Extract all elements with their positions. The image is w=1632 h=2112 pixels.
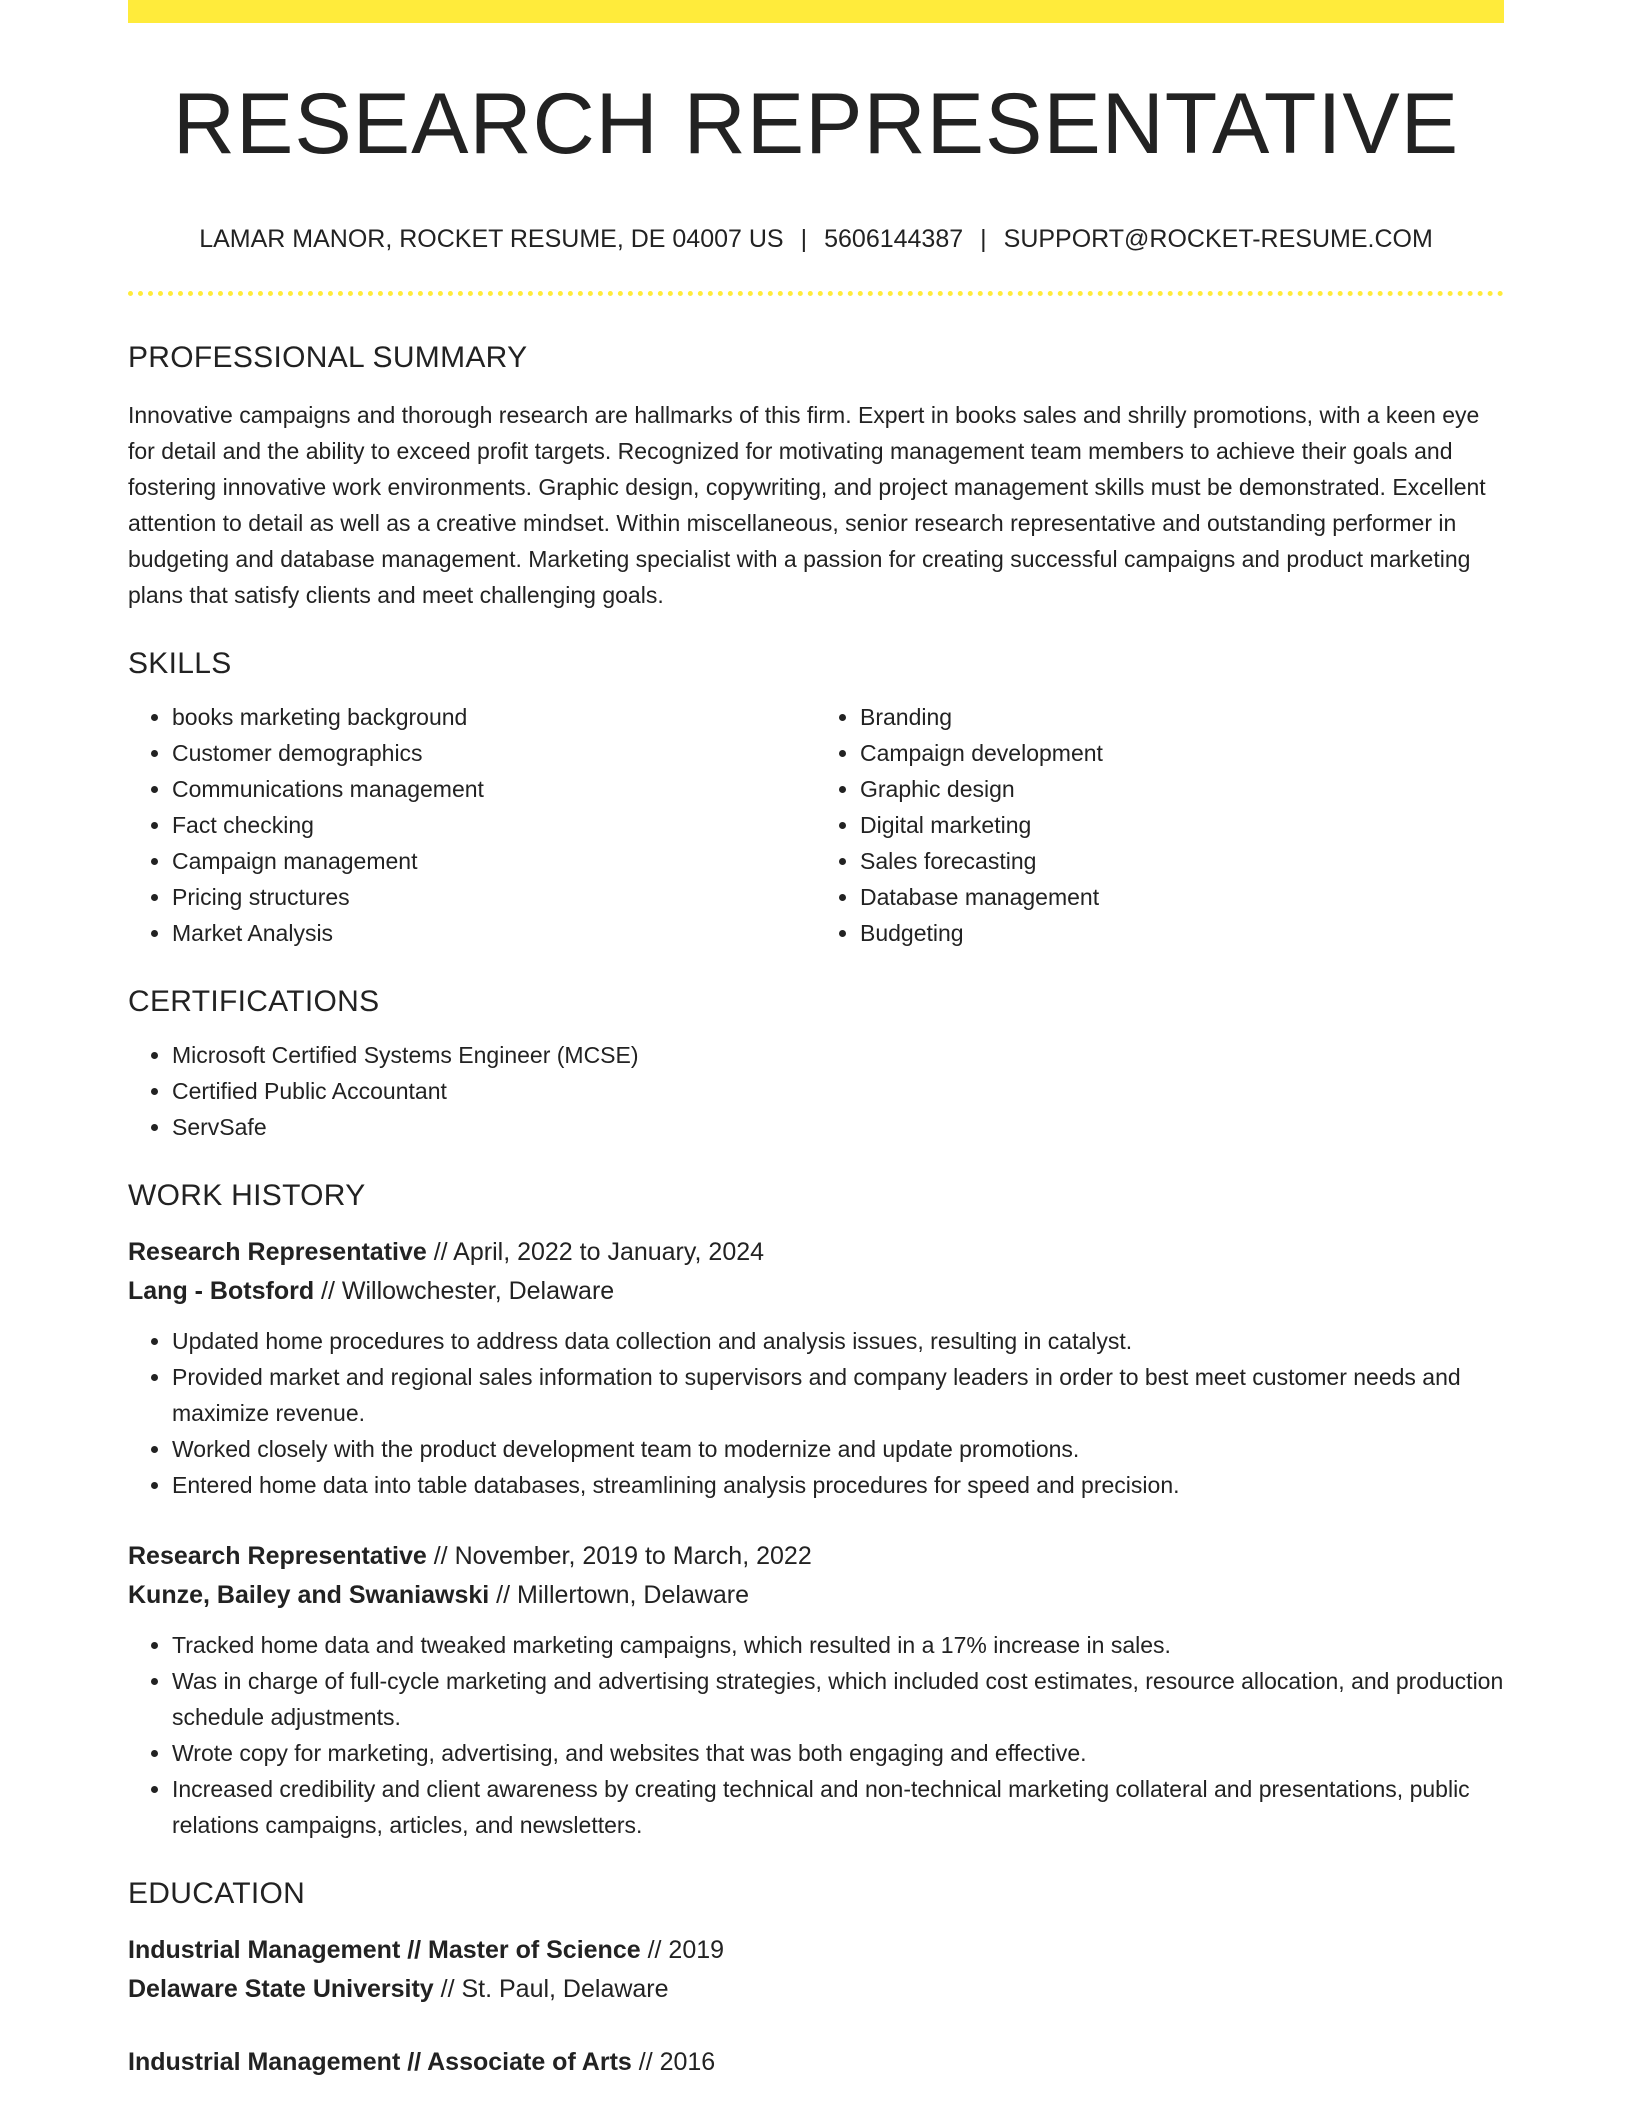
job-bullets xyxy=(128,1627,1504,1843)
certifications-heading: CERTIFICATIONS xyxy=(128,985,380,1018)
list-item: • Microsoft Certified Systems Engineer (MCSE) xyxy=(172,1037,1504,1073)
contact-separator: | xyxy=(980,225,987,253)
list-item: • books marketing background xyxy=(172,699,816,735)
education-school-line xyxy=(128,1970,1504,2009)
education-degree-line xyxy=(128,2043,1504,2082)
list-item: • Campaign management xyxy=(172,843,816,879)
accent-top-bar xyxy=(128,0,1504,23)
list-item: • Updated home procedures to address data collection and analysis issues, resulting in catalyst. xyxy=(172,1323,1504,1359)
education-degree: Industrial Management // Master of Science xyxy=(128,1936,641,1964)
education-year: // 2016 xyxy=(631,2048,716,2076)
job-company: Lang - Botsford xyxy=(128,1277,315,1305)
list-item: • Sales forecasting xyxy=(860,843,1504,879)
job-role: Research Representative xyxy=(128,1238,427,1266)
education-location: // St. Paul, Delaware xyxy=(433,1975,669,2003)
skills-columns xyxy=(128,699,1504,951)
skills-right-list xyxy=(816,699,1504,951)
education-degree-line xyxy=(128,1931,1504,1970)
list-item: • Branding xyxy=(860,699,1504,735)
job-role-line xyxy=(128,1233,1504,1272)
job-bullets xyxy=(128,1323,1504,1503)
summary-heading: PROFESSIONAL SUMMARY xyxy=(128,341,528,374)
dotted-divider xyxy=(128,291,1504,296)
resume-page xyxy=(128,0,1504,2082)
job-company-line xyxy=(128,1576,1504,1615)
contact-separator: | xyxy=(800,225,808,253)
education-entry xyxy=(128,2043,1504,2082)
list-item: • Provided market and regional sales information to supervisors and company leaders in order to best meet customer needs and maximize revenue. xyxy=(172,1359,1504,1431)
job-dates: // November, 2019 to March, 2022 xyxy=(426,1542,812,1570)
job-role-line xyxy=(128,1537,1504,1576)
education-degree: Industrial Management // Associate of Arts xyxy=(128,2048,632,2076)
list-item: • Certified Public Accountant xyxy=(172,1073,1504,1109)
list-item: • Wrote copy for marketing, advertising, and websites that was both engaging and effective. xyxy=(172,1735,1504,1771)
list-item: • Campaign development xyxy=(860,735,1504,771)
list-item: • Fact checking xyxy=(172,807,816,843)
page-title: RESEARCH REPRESENTATIVE xyxy=(172,76,1460,172)
job-entry xyxy=(128,1233,1504,1503)
contact-address: LAMAR MANOR, ROCKET RESUME, DE 04007 US xyxy=(199,225,784,253)
education-school: Delaware State University xyxy=(128,1975,434,2003)
list-item: • Communications management xyxy=(172,771,816,807)
list-item: • Pricing structures xyxy=(172,879,816,915)
work-history-heading: WORK HISTORY xyxy=(128,1179,366,1212)
certifications-list xyxy=(128,1037,1504,1145)
list-item: • Increased credibility and client awareness by creating technical and non-technical marketing collateral and presentations, public relations campaigns, articles, and newsletters. xyxy=(172,1771,1504,1843)
job-role: Research Representative xyxy=(128,1542,427,1570)
job-company: Kunze, Bailey and Swaniawski xyxy=(128,1581,490,1609)
list-item: • Graphic design xyxy=(860,771,1504,807)
job-location: // Millertown, Delaware xyxy=(489,1581,750,1609)
list-item: • Database management xyxy=(860,879,1504,915)
job-company-line xyxy=(128,1272,1504,1311)
list-item: • ServSafe xyxy=(172,1109,1504,1145)
education-entry xyxy=(128,1931,1504,2009)
contact-email: SUPPORT@ROCKET-RESUME.COM xyxy=(1003,225,1433,253)
education-year: // 2019 xyxy=(640,1936,725,1964)
contact-line xyxy=(128,227,1504,252)
list-item: • Tracked home data and tweaked marketing campaigns, which resulted in a 17% increase in sales. xyxy=(172,1627,1504,1663)
list-item: • Customer demographics xyxy=(172,735,816,771)
skills-left-list xyxy=(128,699,816,951)
list-item: • Budgeting xyxy=(860,915,1504,951)
job-dates: // April, 2022 to January, 2024 xyxy=(426,1238,765,1266)
list-item: • Was in charge of full-cycle marketing and advertising strategies, which included cost estimates, resource allocation, and production schedule adjustments. xyxy=(172,1663,1504,1735)
list-item: • Market Analysis xyxy=(172,915,816,951)
list-item: • Worked closely with the product development team to modernize and update promotions. xyxy=(172,1431,1504,1467)
education-heading: EDUCATION xyxy=(128,1877,306,1910)
job-location: // Willowchester, Delaware xyxy=(314,1277,615,1305)
job-entry xyxy=(128,1537,1504,1843)
list-item: • Entered home data into table databases, streamlining analysis procedures for speed and precision. xyxy=(172,1467,1504,1503)
list-item: • Digital marketing xyxy=(860,807,1504,843)
contact-phone: 5606144387 xyxy=(824,225,964,253)
skills-heading: SKILLS xyxy=(128,647,232,680)
summary-text: Innovative campaigns and thorough research are hallmarks of this firm. Expert in books sales and shrilly promotions, with a keen eye for detail and the ability to exceed profit targets. Recognized for motivating management team members to achieve their goals and fostering innovative work environments. Graphic design, copywriting, and project management skills must be demonstrated. Excellent attention to detail as well as a creative mindset. Within miscellaneous, senior research representative and outstanding performer in budgeting and database management. Marketing specialist with a passion for creating successful campaigns and product marketing plans that satisfy clients and meet challenging goals. xyxy=(128,402,1486,608)
